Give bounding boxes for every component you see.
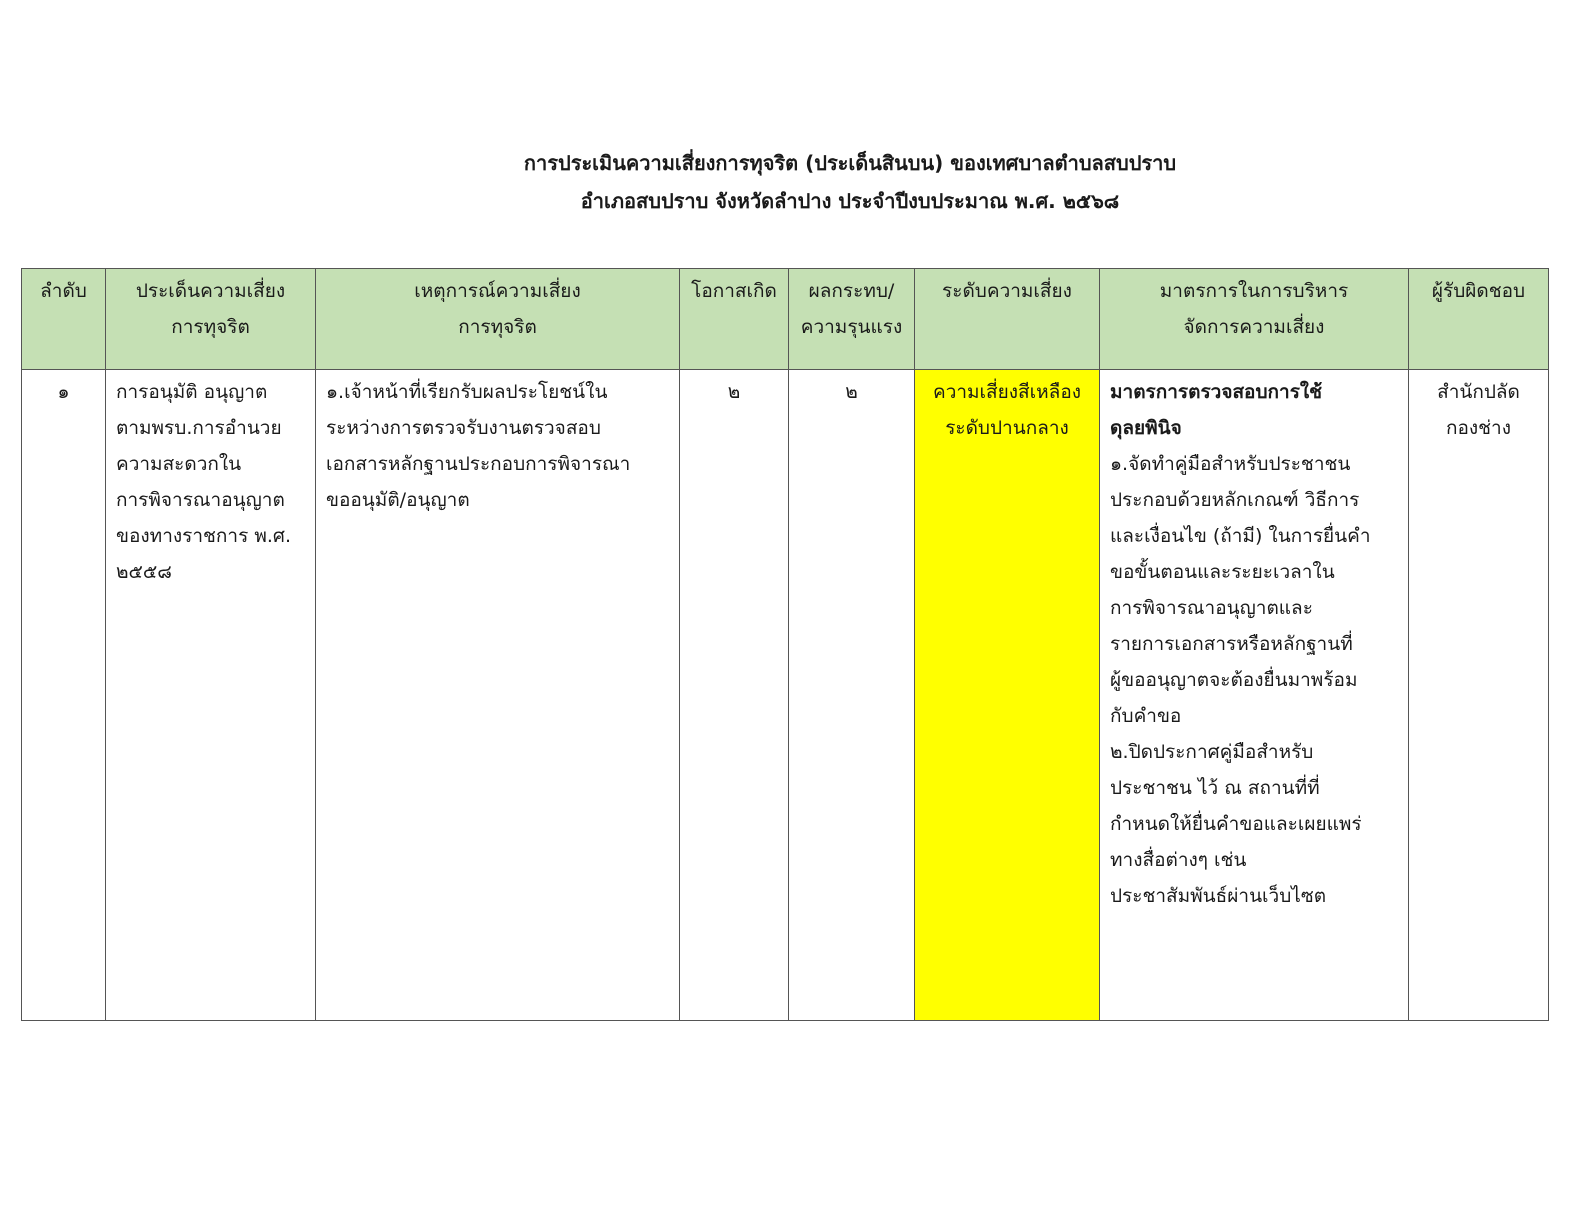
header-level: ระดับความเสี่ยง [915, 269, 1100, 370]
header-likelihood: โอกาสเกิด [680, 269, 789, 370]
risk-assessment-table [21, 268, 1549, 1021]
table-row [22, 370, 1549, 1021]
header-measures: มาตรการในการบริหาร จัดการความเสี่ยง [1100, 269, 1409, 370]
measures-title: มาตรการตรวจสอบการใช้ [1110, 381, 1323, 403]
cell-measures: มาตรการตรวจสอบการใช้ ดุลยพินิจ ๑.จัดทำคู่มือสำหรับประชาชน ประกอบด้วยหลักเกณฑ์ วิธีการ และเงื่อนไข (ถ้ามี) ในการยื่นคำ ขอขั้นตอนและระยะเวลาใน การพิจารณาอนุญาตและ รายการเอกสารหรือหลักฐานที่ ผู้ขออนุญาตจะต้องยื่นมาพร้อม กับคำขอ ๒.ปิดประกาศคู่มือสำหรับ ประชาชน ไว้ ณ สถานที่ที่ กำหนดให้ยื่นคำขอและเผยแพร่ ทางสื่อต่างๆ เช่น ประชาสัมพันธ์ผ่านเว็บไซต [1100, 370, 1409, 1021]
cell-owner: สำนักปลัด กองช่าง [1409, 370, 1549, 1021]
cell-impact: ๒ [789, 370, 915, 1021]
header-impact: ผลกระทบ/ ความรุนแรง [789, 269, 915, 370]
cell-event: ๑.เจ้าหน้าที่เรียกรับผลประโยชน์ใน ระหว่างการตรวจรับงานตรวจสอบ เอกสารหลักฐานประกอบการพิจารณา ขออนุมัติ/อนุญาต [316, 370, 680, 1021]
header-no: ลำดับ [22, 269, 106, 370]
cell-issue: การอนุมัติ อนุญาต ตามพรบ.การอำนวย ความสะดวกใน การพิจารณาอนุญาต ของทางราชการ พ.ศ. ๒๕๕๘ [106, 370, 316, 1021]
table-header-row [22, 269, 1549, 370]
document-title-line2: อำเภอสบปราบ จังหวัดลำปาง ประจำปีงบประมาณ พ.ศ. ๒๕๖๘ [580, 189, 1120, 213]
document-title-line1: การประเมินความเสี่ยงการทุจริต (ประเด็นสินบน) ของเทศบาลตำบลสบปราบ [523, 151, 1177, 175]
header-issue: ประเด็นความเสี่ยง การทุจริต [106, 269, 316, 370]
cell-risk-level: ความเสี่ยงสีเหลือง ระดับปานกลาง [915, 370, 1100, 1021]
header-owner: ผู้รับผิดชอบ [1409, 269, 1549, 370]
cell-likelihood: ๒ [680, 370, 789, 1021]
header-event: เหตุการณ์ความเสี่ยง การทุจริต [316, 269, 680, 370]
cell-no: ๑ [22, 370, 106, 1021]
